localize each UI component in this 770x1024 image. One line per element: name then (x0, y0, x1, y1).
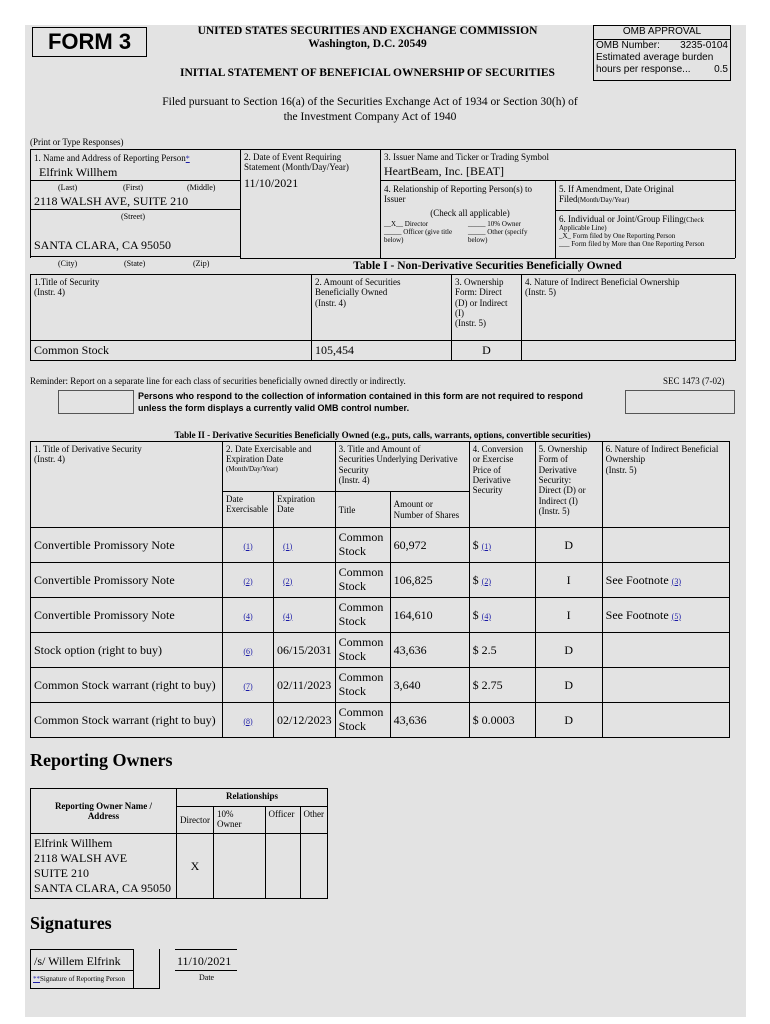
table2-col-ownership (535, 442, 602, 528)
t2-cell-amount: 43,636 (390, 633, 469, 668)
footnote-link[interactable]: (1) (283, 541, 293, 551)
persons-right-box (625, 390, 735, 414)
persons-left-box (58, 390, 134, 414)
joint-filing-label-text: 6. Individual or Joint/Group Filing (559, 214, 684, 224)
t2-cell-title: Convertible Promissory Note (31, 598, 223, 633)
t2-cell-title: Stock option (right to buy) (31, 633, 223, 668)
t2-cell-title: Common Stock warrant (right to buy) (31, 703, 223, 738)
ro-col-name (31, 789, 177, 834)
t2-underlying-title-1: Common (338, 530, 384, 545)
filed-line1: Filed pursuant to Section 16(a) of the Securities Exchange Act of 1934 or Section 30(h) of (162, 96, 578, 108)
footnote-link[interactable]: (4) (283, 611, 293, 621)
t2-cell-expiration (274, 528, 336, 563)
table1-title: Table I - Non-Derivative Securities Beneficially Owned (353, 260, 622, 272)
city-value: SANTA CLARA, CA 95050 (34, 238, 172, 252)
ro-owner-address (31, 834, 177, 899)
officer-option-text2: below) (384, 236, 404, 245)
table1-col-title (31, 275, 312, 341)
t2-price-value: $ 0.0003 (472, 712, 515, 727)
t2-cell-amount: 60,972 (390, 528, 469, 563)
t2-underlying-title-1: Common (338, 705, 384, 720)
amendment-label-1: 5. If Amendment, Date Original (559, 184, 674, 194)
omb-burden-line2: hours per response... (596, 64, 691, 75)
t2-underlying-title-1: Common (338, 565, 384, 580)
table1-col2c-label: (Instr. 4) (315, 297, 346, 308)
t2-cell-expiration (274, 633, 336, 668)
table1-col-ownership (452, 275, 522, 341)
ro-col-ten-pct-1: 10% (216, 809, 234, 819)
joint-option-more: ___ Form filed by More than One Reporting Person (559, 240, 705, 249)
t2-cell-price (469, 668, 535, 703)
footnote-link-double-star[interactable]: ** (33, 975, 40, 983)
form-number: FORM 3 (47, 29, 132, 54)
table2-col-dates (223, 442, 336, 492)
relationship-label-2: Issuer (384, 194, 406, 205)
amendment-label (559, 184, 674, 205)
table2-subcol-exercisable (223, 492, 274, 528)
table2-sub-exercisable-a: Date (226, 494, 243, 504)
t2-cell-underlying-title (335, 528, 390, 563)
ro-owner-line3: SUITE 210 (34, 866, 89, 880)
table2-col4c-label: Price of (472, 464, 501, 475)
table1 (30, 274, 736, 361)
t2-cell-exercisable (223, 528, 274, 563)
table2-col2b-label: Expiration Date (226, 454, 284, 465)
ro-col-officer: Officer (265, 807, 300, 834)
ro-ten-pct-mark (213, 834, 265, 899)
t2-cell-title: Convertible Promissory Note (31, 563, 223, 598)
table2-col6c-label: (Instr. 5) (605, 464, 637, 475)
t2-price-value: $ (472, 607, 479, 622)
t2-cell-expiration (274, 668, 336, 703)
footnote-link[interactable]: (7) (243, 681, 253, 691)
table2 (30, 441, 730, 738)
joint-filing-label-small: (Check (683, 216, 704, 224)
signature-label (33, 975, 125, 983)
ro-col-director: Director (176, 807, 213, 834)
t2-price-value: $ (472, 572, 479, 587)
t2-nature-text: See Footnote (605, 572, 669, 587)
table2-sub-expiration-a: Expiration (277, 494, 315, 504)
ro-director-mark: X (176, 834, 213, 899)
t2-price-value: $ 2.75 (472, 677, 503, 692)
reminder-text: Reminder: Report on a separate line for each class of securities beneficially owned directly or indirectly. (30, 376, 406, 386)
street-value: 2118 WALSH AVE, SUITE 210 (34, 194, 189, 208)
t2-cell-underlying-title (335, 668, 390, 703)
city-label: (City) (58, 259, 78, 268)
table1-col-nature (522, 275, 736, 341)
t2-cell-form: D (535, 633, 602, 668)
reporting-person-label (34, 153, 190, 163)
table2-col4e-label: Security (472, 485, 503, 496)
table2-col5d-label: Security: (538, 475, 572, 486)
table1-cell-form: D (452, 341, 522, 361)
table1-col4-label: 4. Nature of Indirect Beneficial Ownership (525, 277, 680, 287)
t2-cell-price (469, 703, 535, 738)
relationship-label-1: 4. Relationship of Reporting Person(s) to (384, 184, 532, 194)
t2-cell-underlying-title (335, 598, 390, 633)
table2-sub-amount-b: Number of Shares (393, 509, 460, 520)
event-date-label-2: Statement (Month/Day/Year) (244, 162, 349, 173)
t2-cell-amount: 106,825 (390, 563, 469, 598)
table2-col6-label: 6. Nature of Indirect Beneficial (605, 444, 719, 454)
ten-pct-option-text: _____ 10% Owner (468, 220, 521, 228)
table2-col5c-label: Derivative (538, 464, 577, 475)
footnote-link[interactable]: (1) (243, 541, 253, 551)
ten-pct-option (468, 220, 527, 244)
footnote-link[interactable]: (8) (243, 716, 253, 726)
director-option (384, 220, 452, 244)
t2-cell-price (469, 528, 535, 563)
signature-value: /s/ Willem Elfrink (34, 954, 121, 968)
print-note: (Print or Type Responses) (30, 137, 124, 147)
check-all-label: (Check all applicable) (430, 208, 510, 218)
table2-sub-expiration-b: Date (277, 504, 294, 515)
t2-underlying-title-2: Stock (338, 649, 367, 663)
t2-underlying-title-1: Common (338, 635, 384, 650)
ro-col-other: Other (300, 807, 328, 834)
ro-col-name-2: Address (87, 811, 120, 821)
other-option-text: _____ Other (specify (468, 228, 528, 237)
table2-col3-label: 3. Title and Amount of (338, 444, 421, 454)
table2-col2c-label: (Month/Day/Year) (226, 464, 278, 473)
table2-subcol-expiration (274, 492, 336, 528)
ro-col-ten-pct (213, 807, 265, 834)
t2-cell-exercisable (223, 703, 274, 738)
t2-cell-title: Convertible Promissory Note (31, 528, 223, 563)
ro-officer-mark (265, 834, 300, 899)
t2-cell-price (469, 633, 535, 668)
relationship-label (384, 184, 532, 205)
table2-subcol-title: Title (335, 492, 390, 528)
table2-col5-label: 5. Ownership (538, 444, 588, 454)
footnote-link[interactable]: (4) (243, 611, 253, 621)
t2-nature-text: See Footnote (605, 607, 669, 622)
table-row (31, 341, 736, 361)
table1-cell-nature (522, 341, 736, 361)
agency-header (165, 25, 570, 50)
t2-expiration-date: 02/11/2023 (277, 677, 332, 692)
t2-cell-price (469, 563, 535, 598)
omb-approval-box (593, 25, 731, 81)
amendment-label-2: Filed (559, 194, 578, 205)
omb-number-value: 3235-0104 (680, 40, 728, 51)
table2-col3d-label: (Instr. 4) (338, 475, 370, 486)
t2-cell-form: D (535, 528, 602, 563)
ro-owner-line2: 2118 WALSH AVE (34, 851, 128, 865)
table1-cell-title: Common Stock (31, 341, 312, 361)
footnote-link[interactable]: (5) (671, 611, 681, 621)
ro-col-ten-pct-2: Owner (216, 819, 242, 830)
footnote-link-star[interactable]: * (185, 154, 190, 163)
table2-col-price (469, 442, 535, 528)
filed-line2: the Investment Company Act of 1940 (283, 111, 457, 123)
omb-title: OMB APPROVAL (594, 26, 730, 40)
t2-expiration-date: 02/12/2023 (277, 712, 332, 727)
reporting-owners-heading: Reporting Owners (30, 750, 173, 770)
joint-filing-label (559, 214, 731, 248)
t2-underlying-title-2: Stock (338, 719, 367, 733)
state-label: (State) (124, 259, 146, 268)
event-date-label-1: 2. Date of Event Requiring (244, 152, 342, 162)
first-label: (First) (123, 183, 143, 192)
agency-line2: Washington, D.C. 20549 (308, 38, 427, 50)
table1-header-row (31, 275, 736, 341)
table2-col-title (31, 442, 223, 528)
footnote-link[interactable]: (2) (481, 576, 491, 586)
footnote-link[interactable]: (3) (671, 576, 681, 586)
reporting-owners-table (30, 788, 328, 899)
persons-line2: unless the form displays a currently valid OMB control number. (138, 403, 410, 413)
t2-expiration-date: 06/15/2031 (277, 642, 332, 657)
t2-cell-price (469, 598, 535, 633)
t2-underlying-title-2: Stock (338, 684, 367, 698)
last-label: (Last) (58, 183, 78, 192)
table2-col-nature (602, 442, 729, 528)
table2-col1b-label: (Instr. 4) (34, 454, 65, 465)
officer-option-text: _____ Officer (give title (384, 228, 453, 237)
middle-label: (Middle) (187, 183, 216, 192)
agency-line1: UNITED STATES SECURITIES AND EXCHANGE COMMISSION (197, 25, 538, 37)
other-option-text2: below) (468, 236, 488, 245)
t2-underlying-title-2: Stock (338, 579, 367, 593)
t2-underlying-title-1: Common (338, 670, 384, 685)
t2-cell-nature (602, 668, 729, 703)
table2-col3b-label: Securities Underlying Derivative (338, 454, 458, 465)
amendment-label-small: (Month/Day/Year) (577, 196, 630, 205)
footnote-link[interactable]: (4) (481, 611, 491, 621)
table2-header-row (31, 442, 730, 492)
table-row (31, 598, 730, 633)
signatures-heading: Signatures (30, 913, 112, 933)
filed-pursuant (135, 95, 605, 125)
signature-date-label: Date (199, 973, 215, 982)
joint-filing-line2: Applicable Line) (559, 224, 607, 233)
t2-cell-nature (602, 633, 729, 668)
t2-underlying-title-2: Stock (338, 614, 367, 628)
ro-owner-line1: Elfrink Willhem (34, 836, 113, 850)
t2-cell-form: I (535, 563, 602, 598)
footnote-link[interactable]: (2) (243, 576, 253, 586)
table2-col6b-label: Ownership (605, 454, 646, 465)
t2-cell-expiration (274, 563, 336, 598)
form-number-box (32, 27, 147, 57)
footnote-link[interactable]: (1) (481, 541, 491, 551)
table1-col2-label: 2. Amount of Securities (315, 277, 401, 287)
zip-label: (Zip) (193, 259, 210, 268)
table1-cell-amount: 105,454 (312, 341, 452, 361)
form-title: INITIAL STATEMENT OF BENEFICIAL OWNERSHIP OF SECURITIES (180, 67, 555, 79)
signature-date: 11/10/2021 (177, 954, 232, 968)
issuer-label: 3. Issuer Name and Ticker or Trading Symbol (384, 152, 549, 162)
table2-col4d-label: Derivative (472, 475, 511, 486)
t2-cell-form: D (535, 703, 602, 738)
t2-cell-expiration (274, 703, 336, 738)
table-row (31, 703, 730, 738)
reporting-person-label-text: 1. Name and Address of Reporting Person (34, 153, 186, 163)
t2-cell-form: D (535, 668, 602, 703)
table-row (31, 563, 730, 598)
t2-cell-exercisable (223, 633, 274, 668)
persons-line1: Persons who respond to the collection of information contained in this form are not required to respond (138, 391, 584, 401)
t2-cell-nature (602, 703, 729, 738)
table1-col3d-label: (I) (455, 308, 464, 319)
table1-col3c-label: (D) or Indirect (455, 297, 508, 308)
t2-cell-form: I (535, 598, 602, 633)
event-date-value: 11/10/2021 (244, 176, 299, 190)
sec-number: SEC 1473 (7-02) (663, 376, 725, 386)
table2-col3c-label: Security (338, 464, 369, 475)
director-option-text: __X__ Director (384, 220, 429, 228)
table1-col4b-label: (Instr. 5) (525, 287, 556, 298)
table2-title: Table II - Derivative Securities Beneficially Owned (e.g., puts, calls, warrants, options, convertible securities) (174, 430, 591, 440)
form-page (25, 25, 746, 1017)
omb-burden-value: 0.5 (714, 64, 728, 75)
footnote-link[interactable]: (6) (243, 646, 253, 656)
table2-col4-label: 4. Conversion (472, 444, 524, 454)
event-date-label (244, 152, 349, 173)
omb-number-label: OMB Number: (596, 40, 660, 51)
t2-cell-amount: 164,610 (390, 598, 469, 633)
t2-cell-underlying-title (335, 563, 390, 598)
ro-relationships: Relationships (176, 789, 327, 807)
table2-col4b-label: or Exercise (472, 454, 514, 465)
t2-price-value: $ (472, 537, 479, 552)
ro-col-name-1: Reporting Owner Name / (54, 800, 153, 811)
t2-cell-underlying-title (335, 633, 390, 668)
table2-col5g-label: (Instr. 5) (538, 506, 570, 517)
table-row (31, 528, 730, 563)
table-row (31, 834, 328, 899)
t2-cell-exercisable (223, 598, 274, 633)
reporting-person-name: Elfrink Willhem (39, 165, 118, 179)
t2-cell-nature (602, 528, 729, 563)
persons-respond-notice (138, 390, 583, 414)
table2-col5f-label: Indirect (I) (538, 495, 578, 506)
table2-col-underlying (335, 442, 469, 492)
t2-cell-exercisable (223, 563, 274, 598)
omb-burden-line1: Estimated average burden (596, 52, 714, 63)
t2-cell-title: Common Stock warrant (right to buy) (31, 668, 223, 703)
t2-cell-amount: 43,636 (390, 703, 469, 738)
t2-cell-amount: 3,640 (390, 668, 469, 703)
signature-label-text: Signature of Reporting Person (40, 975, 125, 983)
t2-cell-nature (602, 563, 729, 598)
table2-sub-exercisable-b: Exercisable (226, 504, 268, 515)
table1-col-amount (312, 275, 452, 341)
t2-cell-exercisable (223, 668, 274, 703)
table2-col5e-label: Direct (D) or (538, 485, 586, 496)
table2-col2-label: 2. Date Exercisable and (226, 444, 312, 454)
table1-col2b-label: Beneficially Owned (315, 287, 388, 298)
t2-price-value: $ 2.5 (472, 642, 497, 657)
issuer-value: HeartBeam, Inc. [BEAT] (384, 164, 504, 178)
street-label: (Street) (121, 212, 145, 221)
t2-underlying-title-1: Common (338, 600, 384, 615)
table2-col1-label: 1. Title of Derivative Security (34, 444, 142, 454)
table2-subcol-amount (390, 492, 469, 528)
table1-col1b-label: (Instr. 4) (34, 287, 65, 298)
table-row (31, 633, 730, 668)
ro-other-mark (300, 834, 328, 899)
footnote-link[interactable]: (2) (283, 576, 293, 586)
table1-col3b-label: Form: Direct (455, 287, 502, 298)
table2-sub-amount-a: Amount or (393, 499, 433, 510)
ro-header-row (31, 789, 328, 807)
t2-cell-nature (602, 598, 729, 633)
t2-underlying-title-2: Stock (338, 544, 367, 558)
table1-col3-label: 3. Ownership (455, 277, 504, 287)
table1-col3e-label: (Instr. 5) (455, 318, 486, 329)
t2-cell-expiration (274, 598, 336, 633)
joint-option-one: _X_ Form filed by One Reporting Person (559, 232, 676, 241)
t2-cell-underlying-title (335, 703, 390, 738)
ro-owner-line4: SANTA CLARA, CA 95050 (34, 881, 172, 895)
table-row (31, 668, 730, 703)
table1-col1-label: 1.Title of Security (34, 277, 100, 287)
table2-col5b-label: Form of (538, 454, 568, 465)
